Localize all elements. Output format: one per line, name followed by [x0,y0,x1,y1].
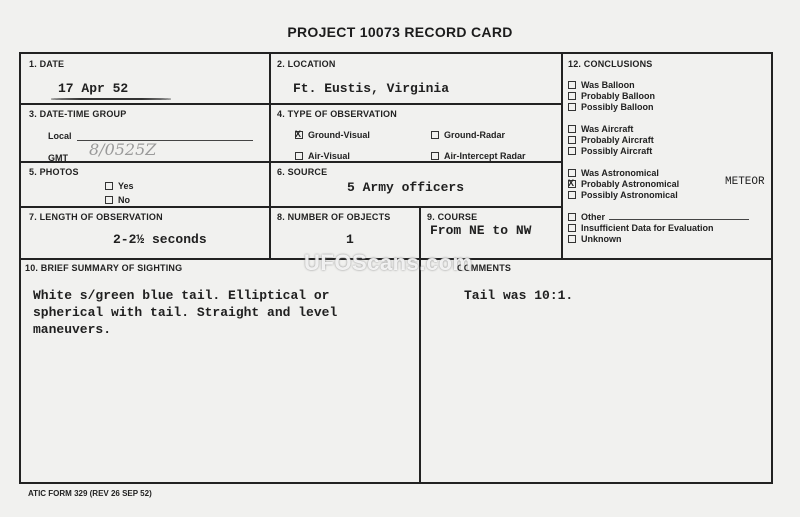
gmt-faded-writing: 8/0525Z [89,140,157,159]
conclusion-item[interactable]: Possibly Astronomical [568,190,679,201]
checkbox-icon[interactable] [568,235,576,243]
conclusion-item[interactable]: Other [568,212,749,223]
watermark-text: UFOScans.com [304,250,473,275]
objects-label: 8. NUMBER OF OBJECTS [277,212,391,222]
photos-label: 5. PHOTOS [29,167,79,177]
checkbox-icon[interactable] [431,152,439,160]
conclusions-group-aircraft [568,124,654,157]
other-fill-line [609,219,749,220]
option-air-intercept-radar[interactable]: Air-Intercept Radar [431,151,526,161]
checkbox-icon[interactable] [568,224,576,232]
datetime-label: 3. DATE-TIME GROUP [29,109,127,119]
conclusion-item[interactable]: Insufficient Data for Evaluation [568,223,749,234]
checkbox-icon[interactable] [568,191,576,199]
photos-yes-option[interactable]: Yes [105,181,134,191]
checkbox-icon[interactable] [568,125,576,133]
location-label: 2. LOCATION [277,59,336,69]
conclusion-item[interactable]: Probably Balloon [568,91,655,102]
checkbox-icon[interactable] [105,182,113,190]
conclusion-item[interactable]: X Probably Astronomical [568,177,680,189]
conclusions-group-other [568,212,749,245]
local-label: Local [48,131,72,141]
gmt-label: GMT [48,153,68,163]
checkbox-icon[interactable] [568,177,576,188]
conclusion-item[interactable]: Was Astronomical [568,168,679,179]
divider [269,54,271,258]
conclusions-group-astronomical [568,168,679,201]
form-number: ATIC FORM 329 (REV 26 SEP 52) [28,489,152,498]
checkbox-icon[interactable] [295,152,303,160]
checkbox-icon[interactable] [568,169,576,177]
observation-type-label: 4. TYPE OF OBSERVATION [277,109,397,119]
divider [561,54,563,258]
length-label: 7. LENGTH OF OBSERVATION [29,212,163,222]
checkbox-icon[interactable] [568,103,576,111]
source-value: 5 Army officers [347,180,465,195]
option-ground-radar[interactable]: Ground-Radar [431,130,505,140]
source-label: 6. SOURCE [277,167,328,177]
conclusion-item[interactable]: Probably Aircraft [568,135,654,146]
divider [21,161,561,163]
checkbox-icon[interactable] [568,213,576,221]
summary-label: 10. BRIEF SUMMARY OF SIGHTING [25,263,183,273]
conclusion-item[interactable]: Possibly Aircraft [568,146,654,157]
divider [21,103,561,105]
checkbox-icon[interactable] [431,131,439,139]
checkbox-icon[interactable] [568,147,576,155]
checkbox-icon[interactable] [105,196,113,204]
course-label: 9. COURSE [427,212,478,222]
divider [21,206,561,208]
conclusion-annotation: METEOR [725,176,765,188]
date-value: 17 Apr 52 [58,81,129,96]
check-mark-icon: X [568,177,575,188]
summary-line-1: White s/green blue tail. Elliptical or [33,288,330,303]
option-air-visual[interactable]: Air-Visual [295,151,350,161]
conclusions-group-balloon [568,80,655,113]
conclusion-item[interactable]: Was Balloon [568,80,655,91]
option-ground-visual[interactable]: X Ground-Visual [295,128,370,140]
location-value: Ft. Eustis, Virginia [293,81,450,96]
date-label: 1. DATE [29,59,65,69]
course-value: From NE to NW [430,223,532,238]
conclusion-item[interactable]: Was Aircraft [568,124,654,135]
comments-label: COMMENTS [457,263,512,273]
summary-line-2: spherical with tail. Straight and level [33,305,338,320]
conclusion-item[interactable]: Unknown [568,234,749,245]
conclusion-item[interactable]: Possibly Balloon [568,102,655,113]
date-underline [51,98,171,100]
objects-value: 1 [346,232,354,247]
divider [419,206,421,484]
card-title: PROJECT 10073 RECORD CARD [287,24,513,40]
checkbox-icon[interactable] [568,92,576,100]
checkbox-icon[interactable] [568,81,576,89]
comments-value: Tail was 10:1. [464,288,574,303]
checkbox-icon[interactable] [295,128,303,139]
length-value: 2-2½ seconds [113,232,207,247]
summary-line-3: maneuvers. [33,322,112,337]
check-mark-icon: X [295,128,302,139]
conclusions-label: 12. CONCLUSIONS [568,59,653,69]
checkbox-icon[interactable] [568,136,576,144]
photos-no-option[interactable]: No [105,195,130,205]
